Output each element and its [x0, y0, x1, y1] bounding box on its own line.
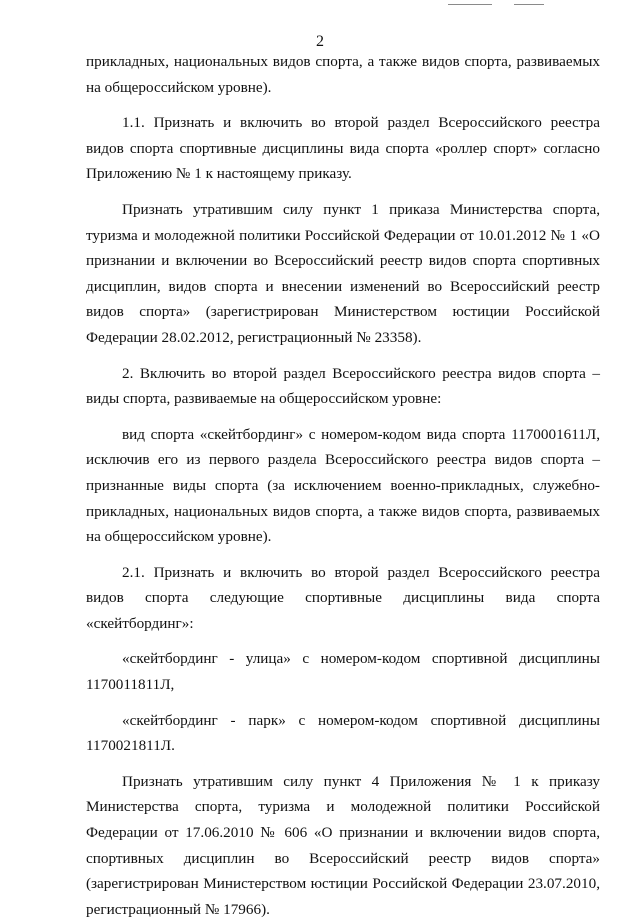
paragraph-1-1: 1.1. Признать и включить во второй раздел Всероссийского реестра видов спорта спортивные дисциплины вида спорта «роллер спорт» согласно Приложению № 1 к настоящему приказу. — [86, 114, 600, 183]
paragraph-discipline-street: «скейтбординг - улица» с номером-кодом спортивной дисциплины 1170011811Л, — [86, 650, 600, 694]
paragraph-skateboarding: вид спорта «скейтбординг» с номером-кодом вида спорта 1170001611Л, исключив его из первого раздела Всероссийского реестра видов спорта – признанные виды спорта (за исключением военно-прикладных, служебно-прикладных, национальных видов спорта, а также видов спорта, развиваемых на общероссийском уровне). — [86, 425, 600, 546]
page-number: 2 — [316, 33, 324, 50]
paragraph-continuation: прикладных, национальных видов спорта, а также видов спорта, развиваемых на общероссийском уровне). — [86, 53, 600, 96]
paragraph-2-1: 2.1. Признать и включить во второй раздел Всероссийского реестра видов спорта следующие спортивные дисциплины вида спорта «скейтбординг»: — [86, 563, 600, 632]
scan-artifact-line — [514, 4, 544, 5]
paragraph-2: 2. Включить во второй раздел Всероссийского реестра видов спорта – виды спорта, развиваемые на общероссийском уровне: — [86, 364, 600, 408]
document-body — [86, 49, 600, 922]
scan-artifact-line — [448, 4, 492, 5]
paragraph-repeal-2: Признать утратившим силу пункт 4 Приложения № 1 к приказу Министерства спорта, туризма и молодежной политики Российской Федерации от 17.06.2010 № 606 «О признании и включении видов спорта, спортивных дисциплин во Всероссийский реестр видов спорта» (зарегистрирован Министерством юстиции Российской Федерации 23.07.2010, регистрационный № 17966). — [86, 772, 600, 918]
paragraph-discipline-park: «скейтбординг - парк» с номером-кодом спортивной дисциплины 1170021811Л. — [86, 711, 600, 755]
paragraph-repeal-1: Признать утратившим силу пункт 1 приказа Министерства спорта, туризма и молодежной политики Российской Федерации от 10.01.2012 № 1 «О признании и включении во Всероссийский реестр видов спорта спортивных дисциплин, видов спорта и внесении изменений во Всероссийский реестр видов спорта» (зарегистрирован Министерством юстиции Российской Федерации 28.02.2012, регистрационный № 23358). — [86, 200, 600, 346]
